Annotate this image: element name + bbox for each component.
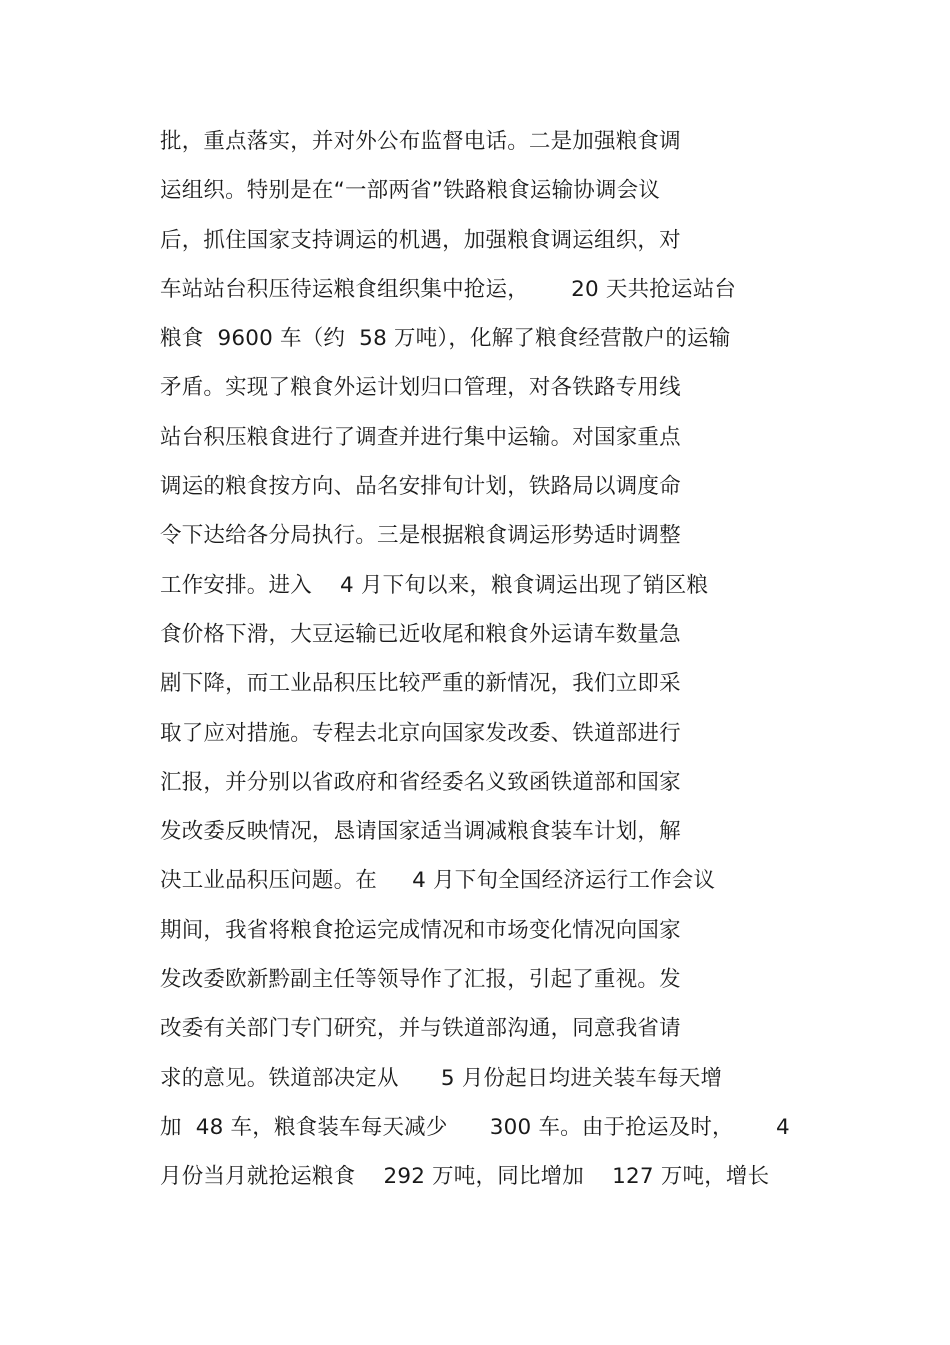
text-line-4: 车站站台积压待运粮食组织集中抢运， 20 天共抢运站台 [160, 276, 737, 302]
text-line-10: 工作安排。进入 4 月下旬以来，粮食调运出现了销区粮 [160, 572, 709, 598]
text-line-1: 批，重点落实，并对外公布监督电话。二是加强粮食调 [160, 129, 681, 154]
text-line-15: 发改委反映情况，恳请国家适当调减粮食装车计划，解 [160, 819, 681, 845]
text-line-2: 运组织。特别是在“一部两省”铁路粮食运输协调会议 [160, 178, 661, 204]
text-line-22: 月份当月就抢运粮食 292 万吨，同比增加 127 万吨，增长 [160, 1164, 770, 1190]
body-text [160, 122, 800, 1207]
text-line-6: 矛盾。实现了粮食外运计划归口管理，对各铁路专用线 [160, 375, 681, 401]
text-line-7: 站台积压粮食进行了调查并进行集中运输。对国家重点 [160, 424, 681, 450]
text-line-18: 发改委欧新黔副主任等领导作了汇报，引起了重视。发 [160, 967, 681, 993]
text-line-21: 加 48 车，粮食装车每天减少 300 车。由于抢运及时， 4 [160, 1114, 790, 1140]
text-line-8: 调运的粮食按方向、品名安排旬计划，铁路局以调度命 [160, 474, 681, 500]
text-line-5: 粮食 9600 车（约 58 万吨），化解了粮食经营散户的运输 [160, 326, 731, 352]
text-line-12: 剧下降，而工业品积压比较严重的新情况，我们立即采 [160, 671, 681, 697]
text-line-9: 令下达给各分局执行。三是根据粮食调运形势适时调整 [160, 523, 681, 549]
text-line-13: 取了应对措施。专程去北京向国家发改委、铁道部进行 [160, 720, 681, 746]
text-line-16: 决工业品积压问题。在 4 月下旬全国经济运行工作会议 [160, 868, 716, 894]
text-line-19: 改委有关部门专门研究，并与铁道部沟通，同意我省请 [160, 1016, 681, 1042]
text-line-17: 期间，我省将粮食抢运完成情况和市场变化情况向国家 [160, 917, 681, 943]
text-line-11: 食价格下滑，大豆运输已近收尾和粮食外运请车数量急 [160, 621, 681, 647]
text-line-14: 汇报，并分别以省政府和省经委名义致函铁道部和国家 [160, 769, 681, 795]
text-line-3: 后，抓住国家支持调运的机遇，加强粮食调运组织，对 [160, 227, 681, 253]
text-line-20: 求的意见。铁道部决定从 5 月份起日均进关装车每天增 [160, 1065, 723, 1091]
